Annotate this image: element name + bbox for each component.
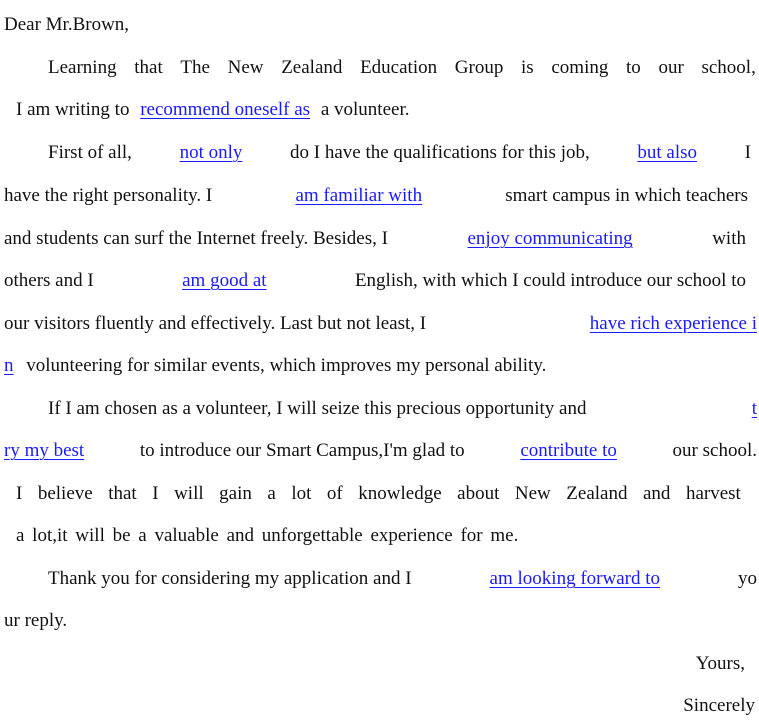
- word: school,: [701, 57, 756, 78]
- word: a: [267, 483, 276, 504]
- word: gain: [219, 483, 252, 504]
- salutation: Dear Mr.Brown,: [4, 14, 130, 35]
- paragraph-2-line-3: [4, 227, 746, 251]
- link-enjoy-communicating[interactable]: enjoy communicating: [467, 228, 633, 249]
- word: about: [457, 483, 500, 504]
- paragraph-3-line-4: [16, 524, 518, 548]
- word: will: [174, 483, 204, 504]
- text: I: [744, 142, 751, 163]
- word: to: [626, 57, 641, 78]
- text: a volunteer.: [320, 99, 410, 120]
- word: Zealand: [281, 57, 343, 78]
- word: New: [227, 57, 264, 78]
- link-contribute-to[interactable]: contribute to: [520, 440, 617, 461]
- closing-sincerely: Sincerely: [683, 695, 755, 716]
- link-recommend-oneself-as[interactable]: recommend oneself as: [140, 99, 311, 120]
- text: a lot,it will be a valuable and unforgettable experience for me.: [16, 525, 519, 546]
- text: smart campus in which teachers: [505, 185, 748, 206]
- link-am-looking-forward-to[interactable]: am looking forward to: [489, 568, 660, 589]
- paragraph-2-line-2: [4, 184, 748, 208]
- word: I: [16, 483, 23, 504]
- word: Zealand: [566, 483, 628, 504]
- paragraph-1-line-2: [16, 98, 409, 122]
- word: is: [521, 57, 534, 78]
- paragraph-4-line-1: [48, 567, 757, 591]
- text: with: [712, 228, 746, 249]
- word: Learning: [48, 57, 117, 78]
- text: others and I: [4, 270, 94, 291]
- paragraph-2-line-1: [48, 141, 751, 165]
- paragraph-3-line-2: [4, 439, 757, 463]
- text: to introduce our Smart Campus,I'm glad to: [139, 440, 465, 461]
- link-not-only[interactable]: not only: [179, 142, 243, 163]
- link-have-rich-experience-in-cont[interactable]: n: [4, 355, 14, 376]
- link-but-also[interactable]: but also: [637, 142, 698, 163]
- word: that: [108, 483, 137, 504]
- word: I: [152, 483, 159, 504]
- text: First of all,: [48, 142, 132, 163]
- paragraph-2-line-4: [4, 269, 746, 293]
- word: harvest: [685, 483, 741, 504]
- closing-yours: Yours,: [695, 653, 745, 674]
- word: and: [643, 483, 671, 504]
- text: If I am chosen as a volunteer, I will seize this precious opportunity and: [48, 398, 587, 419]
- word: The: [180, 57, 210, 78]
- word: our: [658, 57, 684, 78]
- text: our school.: [672, 440, 757, 461]
- text: volunteering for similar events, which improves my personal ability.: [26, 355, 547, 376]
- text: do I have the qualifications for this job,: [290, 142, 590, 163]
- link-try-my-best-cont[interactable]: ry my best: [4, 440, 85, 461]
- text: English, with which I could introduce our school to: [354, 270, 746, 291]
- paragraph-3-line-1: [48, 397, 757, 421]
- paragraph-2-line-5: [4, 312, 757, 336]
- word: of: [326, 483, 343, 504]
- text: I am writing to: [16, 99, 130, 120]
- word: believe: [37, 483, 93, 504]
- link-have-rich-experience-in[interactable]: have rich experience i: [589, 313, 757, 334]
- paragraph-3-line-3: [16, 482, 741, 506]
- text: our visitors fluently and effectively. Last but not least, I: [4, 313, 427, 334]
- paragraph-1-line-1: [48, 56, 756, 80]
- text: and students can surf the Internet freely. Besides, I: [4, 228, 388, 249]
- link-am-familiar-with[interactable]: am familiar with: [295, 185, 423, 206]
- text: Thank you for considering my application and I: [48, 568, 412, 589]
- text: yo: [737, 568, 757, 589]
- text: have the right personality. I: [4, 185, 213, 206]
- word: lot: [291, 483, 312, 504]
- paragraph-4-line-2: ur reply.: [4, 610, 68, 631]
- word: Group: [454, 57, 504, 78]
- word: knowledge: [358, 483, 442, 504]
- word: New: [514, 483, 551, 504]
- link-am-good-at[interactable]: am good at: [182, 270, 267, 291]
- word: that: [134, 57, 163, 78]
- paragraph-2-line-6: [4, 354, 546, 378]
- word: coming: [551, 57, 609, 78]
- word: Education: [360, 57, 438, 78]
- link-try-my-best[interactable]: t: [751, 398, 757, 419]
